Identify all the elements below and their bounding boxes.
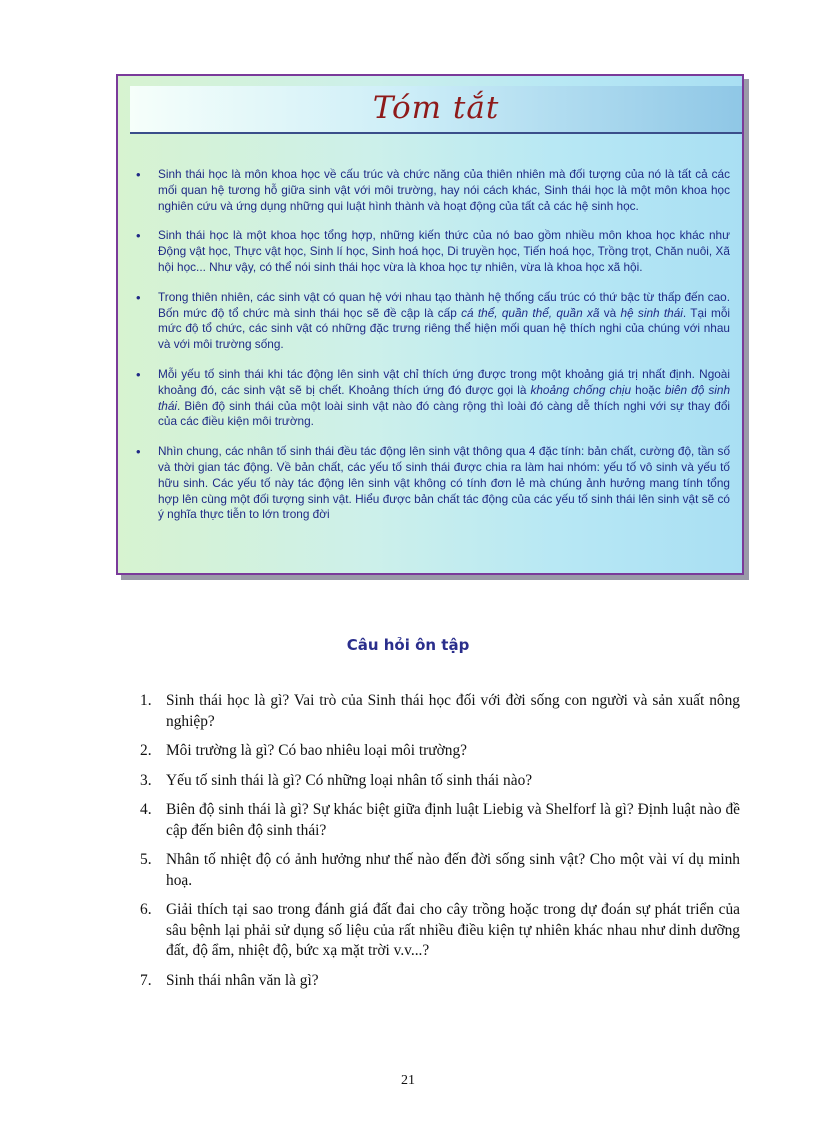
question-number: 3. xyxy=(140,771,152,789)
question-text: Môi trường là gì? Có bao nhiêu loại môi trường? xyxy=(166,742,467,759)
question-text: Sinh thái nhân văn là gì? xyxy=(166,971,319,989)
summary-box xyxy=(116,74,744,575)
summary-title: Tóm tắt xyxy=(372,90,500,126)
question-number: 4. xyxy=(140,801,152,818)
question-text: Yếu tố sinh thái là gì? Có những loại nhân tố sinh thái nào? xyxy=(166,771,533,789)
question-number: 7. xyxy=(140,971,152,989)
question-number: 5. xyxy=(140,851,152,868)
review-title: Câu hỏi ôn tập xyxy=(346,636,470,654)
question-number: 2. xyxy=(140,742,152,759)
question-text: Nhân tố nhiệt độ có ảnh hưởng như thế nào đến đời sống sinh vật? Cho một vài ví dụ minh hoạ. xyxy=(166,851,740,889)
review-question xyxy=(140,900,740,962)
summary-bullet: • Sinh thái học là một khoa học tổng hợp, những kiến thức của nó bao gồm nhiều môn khoa học khác như Động vật học, Thực vật học, Sinh lí học, Sinh hoá học, Di truyền học, Tiến hoá học, Trồng trọt, Chăn nuôi, Xã hội học... Như vậy, có thể nói sinh thái học vừa là khoa học tự nhiên, vừa là khoa học xã hội. xyxy=(136,228,730,275)
summary-bullet-list xyxy=(136,167,730,537)
review-question xyxy=(140,971,740,992)
review-question xyxy=(140,771,740,792)
review-question-list xyxy=(140,691,740,1000)
question-number: 6. xyxy=(140,901,152,918)
page-number: 21 xyxy=(401,1073,415,1088)
review-question xyxy=(140,741,740,762)
review-question xyxy=(140,850,740,891)
summary-bullet: • Mỗi yếu tố sinh thái khi tác động lên sinh vật chỉ thích ứng được trong một khoảng giá trị nhất định. Ngoài khoảng đó, các sinh vật sẽ bị chết. Khoảng thích ứng đó được gọi là khoảng chống chịu hoặc biên độ sinh thái. Biên độ sinh thái của một loài sinh vật nào đó càng rộng thì loài đó càng dễ thích nghi với sự thay đổi của các điều kiện môi trường. xyxy=(136,367,730,430)
summary-bullet: • Trong thiên nhiên, các sinh vật có quan hệ với nhau tạo thành hệ thống cấu trúc có thứ bậc từ thấp đến cao. Bốn mức độ tổ chức mà sinh thái học sẽ đề cập là cấp cá thể, quần thể, quần xã và hệ sinh thái. Tại mỗi mức độ tổ chức, các sinh vật có những đặc trưng riêng thể hiện mối quan hệ thích nghi của chúng với nhau và với môi trường sống. xyxy=(136,290,730,353)
question-number: 1. xyxy=(140,692,152,709)
question-text: Sinh thái học là gì? Vai trò của Sinh thái học đối với đời sống con người và sản xuất nông nghiệp? xyxy=(166,692,740,730)
review-question xyxy=(140,800,740,841)
question-text: Biên độ sinh thái là gì? Sự khác biệt giữa định luật Liebig và Shelforf là gì? Định luật nào đề cập đến biên độ sinh thái? xyxy=(166,801,740,839)
summary-bullet: • Sinh thái học là môn khoa học về cấu trúc và chức năng của thiên nhiên mà đối tượng của nó là tất cả các mối quan hệ tương hỗ giữa sinh vật với môi trường, hay nói cách khác, Sinh thái học là một môn khoa học nghiên cứu và ứng dụng những qui luật hình thành và hoạt động của tất cả các hệ sinh học. xyxy=(136,167,730,214)
question-text: Giải thích tại sao trong đánh giá đất đai cho cây trồng hoặc trong dự đoán sự phát triển của sâu bệnh lại phải sử dụng số liệu của rất nhiều điều kiện tự nhiên khác nhau như dinh dưỡng đất, độ ẩm, nhiệt độ, bức xạ mặt trời v.v...? xyxy=(166,901,740,959)
summary-bullet: • Nhìn chung, các nhân tố sinh thái đều tác động lên sinh vật thông qua 4 đặc tính: bản chất, cường độ, tần số và thời gian tác động. Về bản chất, các yếu tố sinh thái được chia ra làm hai nhóm: yếu tố vô sinh và yếu tố hữu sinh. Các yếu tố này tác động lên sinh vật không có tính đơn lẻ mà chúng ảnh hưởng mang tính tổng hợp lên cùng một đối tượng sinh vật. Hiểu được bản chất tác động của các yếu tố sinh thái lên sinh vật sẽ có ý nghĩa thực tiễn to lớn trong đời xyxy=(136,444,730,523)
summary-title-band xyxy=(130,86,742,134)
review-question xyxy=(140,691,740,732)
